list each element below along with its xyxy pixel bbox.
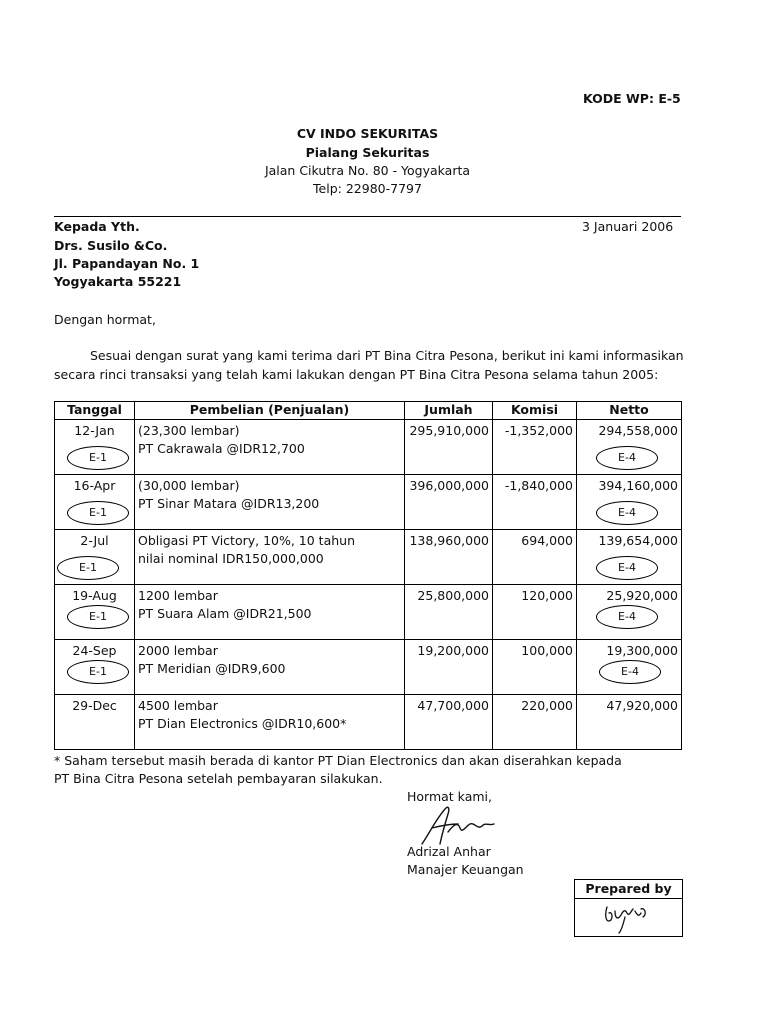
header-divider: [54, 216, 681, 217]
komisi-cell: 220,000: [493, 695, 577, 750]
recipient-line4: Yogyakarta 55221: [54, 274, 182, 289]
date-value: 24-Sep: [72, 643, 117, 658]
table-row: [55, 420, 682, 475]
tickmark-right: E-4: [596, 501, 658, 525]
komisi-cell: 694,000: [493, 530, 577, 585]
tickmark-right: E-4: [596, 605, 658, 629]
description-line1: (23,300 lembar): [138, 423, 240, 438]
signatory-name: Adrizal Anhar: [407, 844, 491, 859]
recipient-line1: Kepada Yth.: [54, 219, 140, 234]
description-line2: nilai nominal IDR150,000,000: [138, 551, 324, 566]
company-subtitle: Pialang Sekuritas: [305, 145, 430, 160]
body-line1: Sesuai dengan surat yang kami terima dari PT Bina Citra Pesona, berikut ini kami informasikan: [90, 348, 684, 363]
table-row: [55, 530, 682, 585]
description-line2: PT Cakrawala @IDR12,700: [138, 441, 305, 456]
komisi-cell: 120,000: [493, 585, 577, 640]
date-cell: [55, 420, 135, 475]
company-address: Jalan Cikutra No. 80 - Yogyakarta: [264, 163, 471, 178]
netto-cell: 47,920,000: [577, 695, 682, 750]
company-name: CV INDO SEKURITAS: [296, 126, 439, 141]
footnote-line2: PT Bina Citra Pesona setelah pembayaran silakukan.: [54, 771, 383, 786]
jumlah-cell: 295,910,000: [405, 420, 493, 475]
table-header-row: [55, 402, 682, 420]
table-row: [55, 585, 682, 640]
description-line1: 2000 lembar: [138, 643, 218, 658]
company-phone: Telp: 22980-7797: [313, 181, 422, 196]
recipient-line3: Jl. Papandayan No. 1: [54, 256, 200, 271]
jumlah-cell: 47,700,000: [405, 695, 493, 750]
description-line1: 4500 lembar: [138, 698, 218, 713]
tickmark-left: E-1: [67, 660, 129, 684]
description-cell: [135, 585, 405, 640]
netto-cell: [577, 420, 682, 475]
tickmark-left: E-1: [67, 501, 129, 525]
col-header-jumlah: Jumlah: [405, 402, 493, 420]
description-line1: (30,000 lembar): [138, 478, 240, 493]
col-header-netto: Netto: [577, 402, 682, 420]
jumlah-cell: 25,800,000: [405, 585, 493, 640]
netto-value: 25,920,000: [606, 588, 678, 603]
jumlah-cell: 396,000,000: [405, 475, 493, 530]
closing-salutation: Hormat kami,: [407, 789, 492, 804]
col-header-tanggal: Tanggal: [55, 402, 135, 420]
tickmark-right: E-4: [596, 446, 658, 470]
col-header-pembelian: Pembelian (Penjualan): [135, 402, 405, 420]
greeting: Dengan hormat,: [54, 312, 156, 327]
date-value: 12-Jan: [74, 423, 115, 438]
date-cell: [55, 475, 135, 530]
komisi-cell: -1,352,000: [493, 420, 577, 475]
table-row: [55, 475, 682, 530]
tickmark-right: E-4: [596, 556, 658, 580]
netto-value: 139,654,000: [598, 533, 678, 548]
table-row: [55, 640, 682, 695]
date-cell: 29-Dec: [55, 695, 135, 750]
jumlah-cell: 19,200,000: [405, 640, 493, 695]
description-line2: PT Sinar Matara @IDR13,200: [138, 496, 320, 511]
transactions-table: [54, 401, 682, 750]
description-line1: Obligasi PT Victory, 10%, 10 tahun: [138, 533, 356, 548]
kode-wp: KODE WP: E-5: [583, 91, 681, 106]
recipient-line2: Drs. Susilo &Co.: [54, 238, 168, 253]
date-cell: [55, 530, 135, 585]
date-cell: [55, 640, 135, 695]
table-row: [55, 695, 682, 750]
netto-value: 294,558,000: [598, 423, 678, 438]
description-cell: [135, 475, 405, 530]
date-value: 16-Apr: [73, 478, 116, 493]
tickmark-left: E-1: [67, 446, 129, 470]
body-line2: secara rinci transaksi yang telah kami lakukan dengan PT Bina Citra Pesona selama tahun 2005:: [54, 367, 659, 382]
netto-value: 394,160,000: [598, 478, 678, 493]
netto-value: 19,300,000: [606, 643, 678, 658]
netto-cell: [577, 585, 682, 640]
description-cell: [135, 640, 405, 695]
signatory-title: Manajer Keuangan: [407, 862, 524, 877]
footnote-line1: * Saham tersebut masih berada di kantor PT Dian Electronics dan akan diserahkan kepada: [54, 753, 622, 768]
signature-image: [418, 802, 498, 848]
netto-cell: [577, 640, 682, 695]
description-line1: 1200 lembar: [138, 588, 218, 603]
komisi-cell: -1,840,000: [493, 475, 577, 530]
date-value: 19-Aug: [72, 588, 117, 603]
tickmark-right: E-4: [599, 660, 661, 684]
description-cell: [135, 420, 405, 475]
komisi-cell: 100,000: [493, 640, 577, 695]
date-value: 2-Jul: [80, 533, 109, 548]
description-line2: PT Suara Alam @IDR21,500: [138, 606, 312, 621]
jumlah-cell: 138,960,000: [405, 530, 493, 585]
letter-date: 3 Januari 2006: [582, 219, 674, 234]
col-header-komisi: Komisi: [493, 402, 577, 420]
date-cell: [55, 585, 135, 640]
description-cell: [135, 695, 405, 750]
netto-cell: [577, 475, 682, 530]
description-line2: PT Meridian @IDR9,600: [138, 661, 286, 676]
netto-cell: [577, 530, 682, 585]
description-line2: PT Dian Electronics @IDR10,600*: [138, 716, 347, 731]
initials-image: [575, 899, 682, 936]
prepared-by-label: Prepared by: [575, 880, 682, 899]
tickmark-left: E-1: [57, 556, 119, 580]
tickmark-left: E-1: [67, 605, 129, 629]
prepared-by-box: [574, 879, 683, 937]
description-cell: [135, 530, 405, 585]
